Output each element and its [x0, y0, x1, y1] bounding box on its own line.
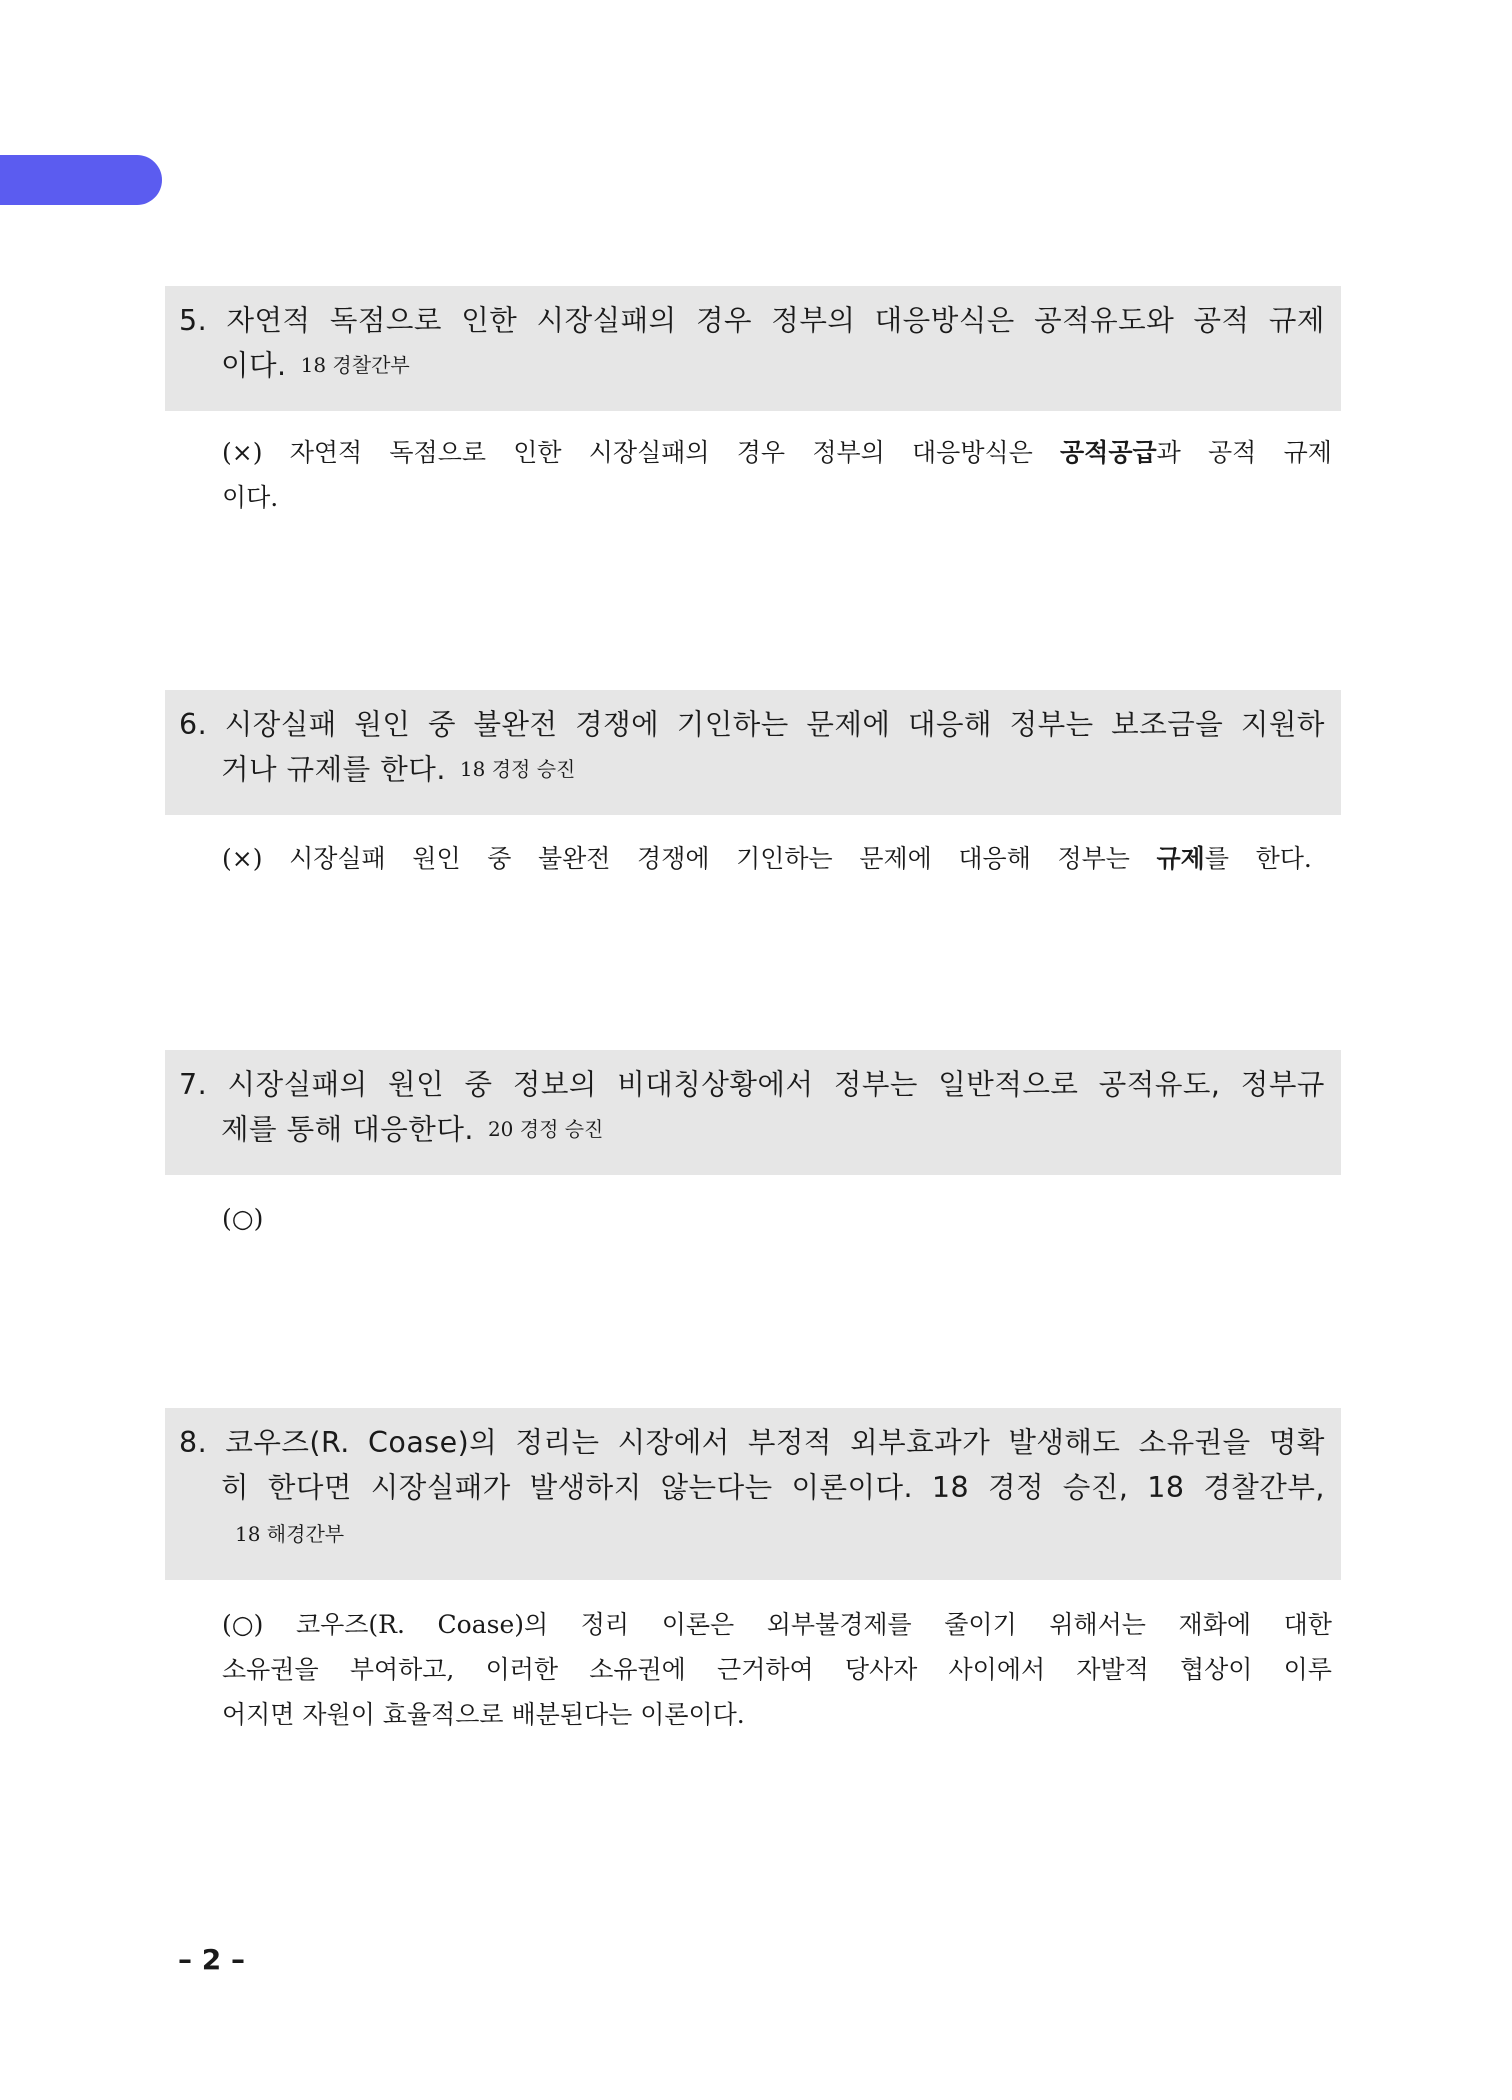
word: 경쟁에 — [637, 844, 710, 873]
word: 코우즈(R. — [225, 1426, 350, 1459]
word: 이루 — [1283, 1655, 1332, 1684]
answer-8-line-2 — [222, 1647, 1332, 1692]
word: 소유권을 — [1138, 1426, 1251, 1459]
word: 공적유도와 — [1034, 304, 1175, 337]
word: Coase)의 — [367, 1426, 498, 1459]
word: 시장에서 — [617, 1426, 730, 1459]
word: 지원하 — [1240, 708, 1325, 741]
answer-5-particle: 과 — [1156, 438, 1181, 467]
question-7-line-1 — [179, 1062, 1325, 1107]
question-6-line-2 — [179, 747, 1325, 792]
question-8-line-2 — [179, 1465, 1325, 1510]
word: 시장실패 — [224, 708, 337, 741]
word: 불완전 — [473, 708, 558, 741]
answer-5-keyword-group — [1060, 430, 1181, 475]
page-number: – 2 – — [178, 1943, 245, 1976]
word: 외부효과가 — [850, 1426, 991, 1459]
word: 시장실패의 — [588, 438, 710, 467]
word: 시장실패의 — [227, 1068, 368, 1101]
answer-5-line-1 — [222, 430, 1332, 475]
word: 기인하는 — [676, 708, 789, 741]
word: 정보의 — [512, 1068, 597, 1101]
answer-8-line-3 — [222, 1692, 1332, 1737]
question-5-text: 이다. — [221, 349, 287, 382]
answer-5 — [222, 430, 1332, 520]
word: 대응해 — [907, 708, 993, 741]
word: 승진, — [1062, 1471, 1129, 1504]
question-5-line-1 — [179, 298, 1325, 343]
word: 인한 — [461, 304, 518, 337]
word: 공적 — [1193, 304, 1250, 337]
word: 대응방식은 — [874, 304, 1015, 337]
answer-6-particle: 를 — [1204, 844, 1229, 873]
chapter-tab-marker — [0, 155, 162, 205]
word: 18 — [1147, 1471, 1185, 1504]
word: 근거하여 — [717, 1655, 814, 1684]
answer-8-line-3-text: 어지면 자원이 효율적으로 배분된다는 이론이다. — [222, 1700, 745, 1729]
word: 공적 — [1208, 438, 1257, 467]
word: 명확 — [1268, 1426, 1325, 1459]
answer-7 — [222, 1196, 1332, 1241]
word: 정리 — [580, 1610, 630, 1639]
word: 기인하는 — [736, 844, 833, 873]
word: 독점으로 — [329, 304, 442, 337]
word: 한다. — [1255, 844, 1312, 873]
word: 공적유도, — [1098, 1068, 1221, 1101]
question-6-source-tag: 18 경정 승진 — [459, 757, 576, 781]
question-5-source-tag: 18 경찰간부 — [300, 353, 410, 377]
question-box-8 — [165, 1408, 1341, 1580]
answer-6-line-1 — [222, 836, 1312, 881]
answer-8-line-1 — [222, 1602, 1332, 1647]
question-6-line-1 — [179, 702, 1325, 747]
word: 7. — [179, 1068, 208, 1101]
answer-6-keyword-group — [1157, 836, 1229, 881]
word: 시장실패의 — [536, 304, 677, 337]
answer-5-line-2-text: 이다. — [222, 483, 279, 512]
answer-6-keyword: 규제 — [1156, 844, 1205, 873]
word: 독점으로 — [389, 438, 486, 467]
question-8-source-tag: 18 해경간부 — [235, 1522, 345, 1546]
word: 보조금을 — [1111, 708, 1224, 741]
word: 8. — [179, 1426, 208, 1459]
word: 대응해 — [958, 844, 1031, 873]
word: 6. — [179, 708, 208, 741]
word: 원인 — [388, 1068, 445, 1101]
word: 경쟁에 — [575, 708, 660, 741]
word: 시장실패 — [289, 844, 386, 873]
word: 소유권을 — [222, 1655, 319, 1684]
word: 정부의 — [771, 304, 856, 337]
word: 정리는 — [515, 1426, 600, 1459]
word: 원인 — [354, 708, 411, 741]
word: Coase)의 — [437, 1610, 549, 1639]
word: 히 — [221, 1471, 250, 1504]
word: 경우 — [736, 438, 786, 467]
answer-7-text: (○) — [222, 1204, 264, 1233]
word: 한다면 — [267, 1471, 352, 1504]
word: 이론이다. — [791, 1471, 914, 1504]
answer-6 — [222, 836, 1312, 881]
word: 비대칭상황에서 — [617, 1068, 814, 1101]
word: (×) — [222, 438, 263, 467]
question-box-6 — [165, 690, 1341, 815]
word: 대한 — [1283, 1610, 1332, 1639]
word: 중 — [464, 1068, 493, 1101]
word: 재화에 — [1178, 1610, 1251, 1639]
answer-8 — [222, 1602, 1332, 1737]
word: 정부의 — [812, 438, 885, 467]
word: 외부불경제를 — [766, 1610, 912, 1639]
word: 부여하고, — [349, 1655, 455, 1684]
word: 경찰간부, — [1203, 1471, 1325, 1504]
answer-5-line-2 — [222, 475, 1332, 520]
question-6-text: 거나 규제를 한다. — [221, 753, 446, 786]
word: 협상이 — [1179, 1655, 1253, 1684]
word: 자연적 — [226, 304, 311, 337]
word: 경정 — [987, 1471, 1045, 1504]
question-7-source-tag: 20 경정 승진 — [487, 1117, 604, 1141]
word: 정부는 — [833, 1068, 918, 1101]
word: 일반적으로 — [938, 1068, 1079, 1101]
word: 줄이기 — [944, 1610, 1017, 1639]
word: 사이에서 — [948, 1655, 1046, 1684]
word: 18 — [931, 1471, 970, 1504]
answer-7-line-1 — [222, 1196, 1332, 1241]
word: (×) — [222, 844, 263, 873]
word: 문제에 — [859, 844, 932, 873]
word: 정부는 — [1057, 844, 1130, 873]
word: 중 — [427, 708, 456, 741]
word: (○) — [222, 1610, 264, 1639]
word: 정부규 — [1240, 1068, 1325, 1101]
word: 정부는 — [1009, 708, 1094, 741]
word: 자연적 — [289, 438, 363, 467]
word: 인한 — [513, 438, 562, 467]
word: 원인 — [412, 844, 461, 873]
question-7-text: 제를 통해 대응한다. — [221, 1113, 474, 1146]
question-8-line-1 — [179, 1420, 1325, 1465]
word: 자발적 — [1076, 1655, 1149, 1684]
word: 이론은 — [661, 1610, 735, 1639]
word: 시장실패가 — [370, 1471, 511, 1504]
word: 소유권에 — [589, 1655, 686, 1684]
question-5-line-2 — [179, 343, 1325, 388]
word: 규제 — [1268, 304, 1325, 337]
word: 발생하지 — [529, 1471, 642, 1504]
word: 당사자 — [844, 1655, 918, 1684]
word: 부정적 — [747, 1426, 832, 1459]
question-7-line-2 — [179, 1107, 1325, 1152]
word: 않는다는 — [660, 1471, 773, 1504]
word: 코우즈(R. — [295, 1610, 405, 1639]
question-box-5 — [165, 286, 1341, 411]
word: 문제에 — [806, 708, 891, 741]
word: 대응방식은 — [912, 438, 1033, 467]
word: 이러한 — [485, 1655, 559, 1684]
word: 발생해도 — [1008, 1426, 1121, 1459]
word: 5. — [179, 304, 208, 337]
word: 불완전 — [537, 844, 611, 873]
question-box-7 — [165, 1050, 1341, 1175]
word: 중 — [487, 844, 512, 873]
word: 위해서는 — [1049, 1610, 1146, 1639]
word: 경우 — [695, 304, 753, 337]
word: 규제 — [1283, 438, 1332, 467]
answer-5-keyword: 공적공급 — [1060, 438, 1157, 467]
